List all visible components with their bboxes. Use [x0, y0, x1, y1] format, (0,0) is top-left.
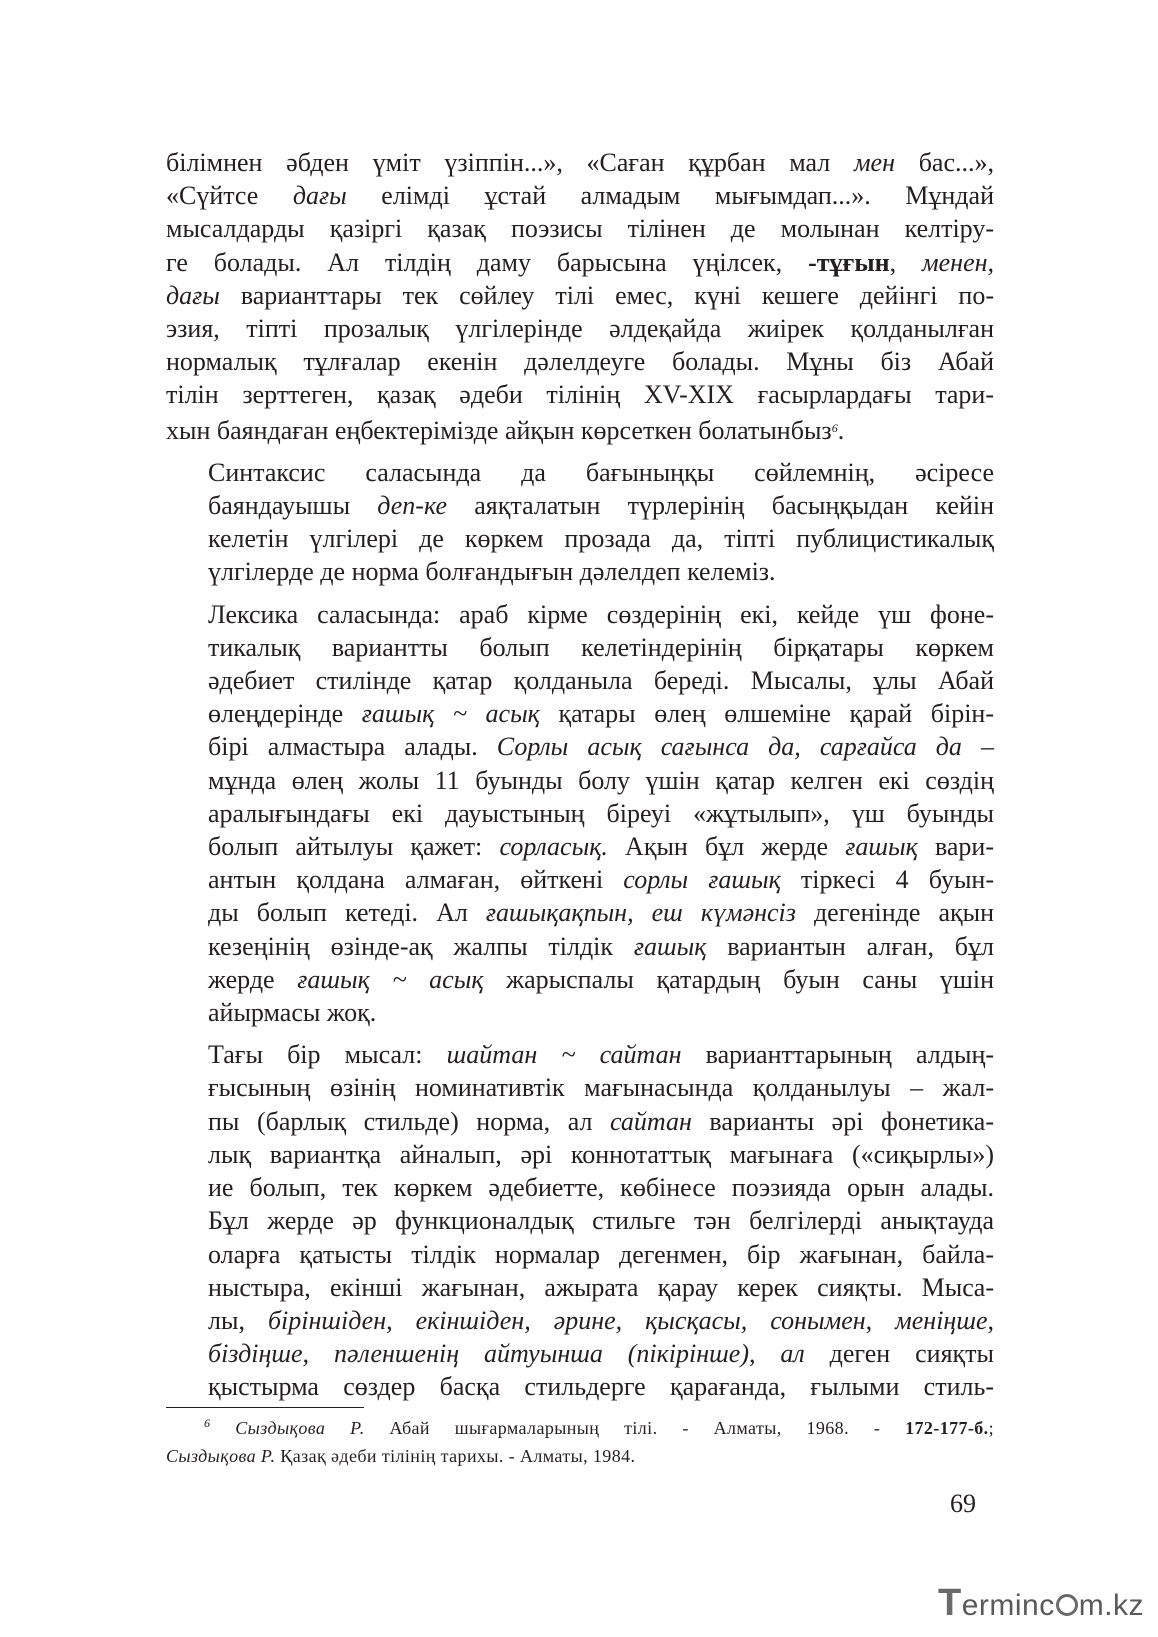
italic-run: шайтан ~ сайтан — [446, 1040, 682, 1070]
italic-run: біріншіден, екіншіден, әрине, қысқасы, сонымен, меніңше, — [267, 1305, 994, 1335]
text-line — [166, 212, 994, 245]
text-run: Синтаксис саласында да бағыныңқы сөйлемнің, әсіресе — [208, 457, 994, 487]
body-text — [166, 146, 994, 1404]
italic-run: сорлы ғашық — [623, 865, 781, 895]
text-line — [166, 863, 994, 896]
text-run: Абай шығармаларының тілі. - Алматы, 1968. - — [364, 1418, 906, 1438]
text-line — [166, 1204, 994, 1237]
italic-run: ғашықақпын, еш күмәнсіз — [485, 898, 796, 928]
text-line — [166, 279, 994, 312]
text-run: варианттарының алдың- — [681, 1040, 995, 1070]
italic-run: Сыздықова Р. — [210, 1418, 365, 1438]
text-run: жарыспалы қатардың буын саны үшін — [483, 964, 994, 994]
text-line — [166, 598, 994, 631]
text-run: кезеңінің өзінде-ақ жалпы тілдік — [208, 931, 634, 961]
text-run: лық вариантқа айналып, әрі коннотаттық мағынаға («сиқырлы») — [208, 1139, 994, 1169]
text-run: өлеңдерінде — [208, 699, 362, 729]
text-run: келетін үлгілері де көркем прозада да, тіпті публицистикалық — [208, 524, 994, 554]
text-line — [166, 664, 994, 697]
text-line — [166, 246, 994, 279]
text-run: қыстырма сөздер басқа стильдерге қарағанда, ғылыми стиль- — [208, 1372, 994, 1402]
text-line — [166, 555, 994, 588]
italic-run: дағы — [292, 181, 347, 211]
text-run: Бұл жерде әр функционалдық стильге тән белгілерді анықтауда — [208, 1206, 994, 1236]
text-run: әдебиет стилінде қатар қолданыла береді. Мысалы, ұлы Абай — [208, 666, 994, 696]
text-run: вариантын алған, бұл — [706, 931, 994, 961]
text-run: ге болады. Ал тілдің даму барысына үңілсек, — [166, 247, 809, 277]
text-line — [166, 1271, 994, 1304]
text-run: елімді ұстай алмадым мығымдап...». Мұндай — [346, 181, 994, 211]
italic-run: дағы — [166, 280, 220, 310]
text-line — [166, 179, 994, 212]
text-run: варианты әрі фонетика- — [691, 1106, 994, 1136]
paragraph — [166, 598, 994, 1030]
italic-run: сорласық. — [499, 832, 608, 862]
text-run: тіркесі 4 буын- — [780, 865, 994, 895]
text-line — [166, 378, 994, 411]
text-run: эзия, тіпті прозалық үлгілерінде әлдеқайда жиірек қолданылған — [166, 314, 994, 344]
page-number: 69 — [950, 1489, 976, 1518]
italic-run: Сыздықова Р. — [166, 1446, 276, 1466]
italic-run: ғашық — [633, 931, 707, 961]
text-line — [166, 830, 994, 863]
text-run: білімнен әбден үміт үзіппін...», «Саған құрбан мал — [166, 148, 854, 177]
text-run: ды болып кетеді. Ал — [208, 898, 486, 928]
footnote-line-2 — [166, 1442, 994, 1470]
magnifier-icon — [1056, 1594, 1078, 1616]
paragraph — [166, 146, 994, 447]
text-line — [166, 456, 994, 489]
text-line — [166, 1071, 994, 1104]
italic-run: мен — [853, 148, 895, 177]
watermark-logo — [938, 1580, 1148, 1626]
text-run: жерде — [208, 964, 298, 994]
text-run: пы (барлық стильде) норма, ал — [208, 1106, 610, 1136]
text-run: Тағы бір мысал: — [208, 1040, 447, 1070]
text-run: ие болып, тек көркем әдебиетте, көбінесе поэзияда орын алады. — [208, 1173, 994, 1203]
text-run: аралығындағы екі дауыстының біреуі «жұтылып», үш буынды — [208, 798, 994, 828]
italic-run: Сорлы асық сағынса да, сарғайса да — [496, 732, 962, 762]
italic-run: ғашық ~ асық — [297, 964, 484, 994]
text-line — [166, 631, 994, 664]
italic-run: сайтан — [610, 1106, 692, 1136]
text-run: варианттары тек сөйлеу тілі емес, күні кешеге дейінгі по- — [219, 280, 994, 310]
text-run: үлгілерде де норма болғандығын дәлелдеп келеміз. — [208, 557, 776, 587]
italic-run: деп-ке — [377, 491, 448, 521]
text-line — [166, 797, 994, 830]
text-line — [166, 489, 994, 522]
text-line — [166, 146, 994, 179]
text-run: вари- — [917, 832, 995, 862]
text-run: қатары өлең өлшеміне қарай бірін- — [539, 699, 995, 729]
bold-run: 172-177-б. — [905, 1418, 989, 1438]
text-run: оларға қатысты тілдік нормалар дегенмен, бір жағынан, байла- — [208, 1239, 994, 1269]
watermark-domain: m.kz — [1078, 1589, 1145, 1622]
text-run: Қазақ әдеби тілінің тарихы. - Алматы, 1984. — [275, 1446, 636, 1466]
text-line — [166, 1370, 994, 1403]
text-run: ; — [988, 1418, 994, 1438]
text-run: . — [837, 415, 845, 445]
text-run: тикалық вариантты болып келетіндерінің бірқатары көркем — [208, 632, 994, 662]
footnote-ref: 6 — [204, 1416, 211, 1430]
text-line — [166, 896, 994, 929]
text-run: айырмасы жоқ. — [208, 998, 377, 1028]
text-run: мысалдарды қазіргі қазақ поэзисы тілінен де молынан келтіру- — [166, 214, 994, 244]
text-run: аяқталатын түрлерінің басыңқыдан кейін — [447, 491, 994, 521]
text-run: – — [961, 732, 994, 762]
text-line — [166, 1171, 994, 1204]
text-run: Лексика саласында: араб кірме сөздерінің екі, кейде үш фоне- — [208, 599, 994, 629]
paragraph — [166, 456, 994, 589]
text-run: бірі алмастыра алады. — [208, 732, 497, 762]
text-run: лы, — [208, 1305, 268, 1335]
bold-run: -тұғын — [808, 247, 890, 277]
text-run: болып айтылуы қажет: — [208, 832, 500, 862]
text-run: ныстыра, екінші жағынан, ажырата қарау керек сияқты. Мысa- — [208, 1272, 994, 1302]
text-line — [166, 1238, 994, 1271]
italic-run: ғашық ~ асық — [361, 699, 540, 729]
text-run: , — [889, 247, 923, 277]
text-line — [166, 1337, 994, 1370]
text-run: мұнда өлең жолы 11 буынды болу үшін қатар келген екі сөздің — [208, 765, 994, 795]
text-line — [166, 1105, 994, 1138]
italic-run: ғашық — [845, 832, 918, 862]
watermark-text: erminc — [961, 1589, 1055, 1622]
text-run: баяндауышы — [208, 491, 378, 521]
italic-run: менен, — [922, 247, 995, 277]
text-line — [166, 312, 994, 345]
text-line — [166, 522, 994, 555]
italic-run: біздіңше, пәленшенің айтуынша (пікірінше), ал — [208, 1339, 805, 1369]
text-line — [166, 1138, 994, 1171]
text-line — [166, 345, 994, 378]
footnote-divider — [166, 1407, 364, 1408]
text-run: антын қолдана алмаған, өйткені — [208, 865, 624, 895]
footnote — [166, 1409, 994, 1470]
text-run: дегенінде ақын — [795, 898, 994, 928]
footnote-ref: 6 — [831, 420, 838, 435]
text-line — [166, 996, 994, 1029]
text-run: ғысының өзінің номинативтік мағынасында қолданылуы – жал- — [208, 1073, 994, 1103]
paragraph — [166, 1038, 994, 1403]
text-line — [166, 963, 994, 996]
text-line — [166, 1038, 994, 1071]
watermark-letter: T — [938, 1582, 962, 1624]
text-run: тілін зерттеген, қазақ әдеби тілінің XV-XIX ғасырлардағы тари- — [166, 380, 994, 410]
text-run: бас...», — [895, 148, 995, 177]
text-line — [166, 930, 994, 963]
text-line — [166, 1304, 994, 1337]
text-line — [166, 764, 994, 797]
text-run: Ақын бұл жерде — [607, 832, 846, 862]
text-run: нормалық тұлғалар екенін дәлелдеуге болады. Мұны біз Абай — [166, 347, 994, 377]
text-run: хын баяндаған еңбектерімізде айқын көрсеткен болатынбыз — [166, 415, 832, 445]
text-line — [166, 697, 994, 730]
text-line — [166, 730, 994, 763]
text-run: деген сияқты — [804, 1339, 994, 1369]
footnote-line-1 — [166, 1409, 994, 1442]
text-line — [166, 412, 994, 447]
text-run: «Сүйтсе — [166, 181, 293, 211]
